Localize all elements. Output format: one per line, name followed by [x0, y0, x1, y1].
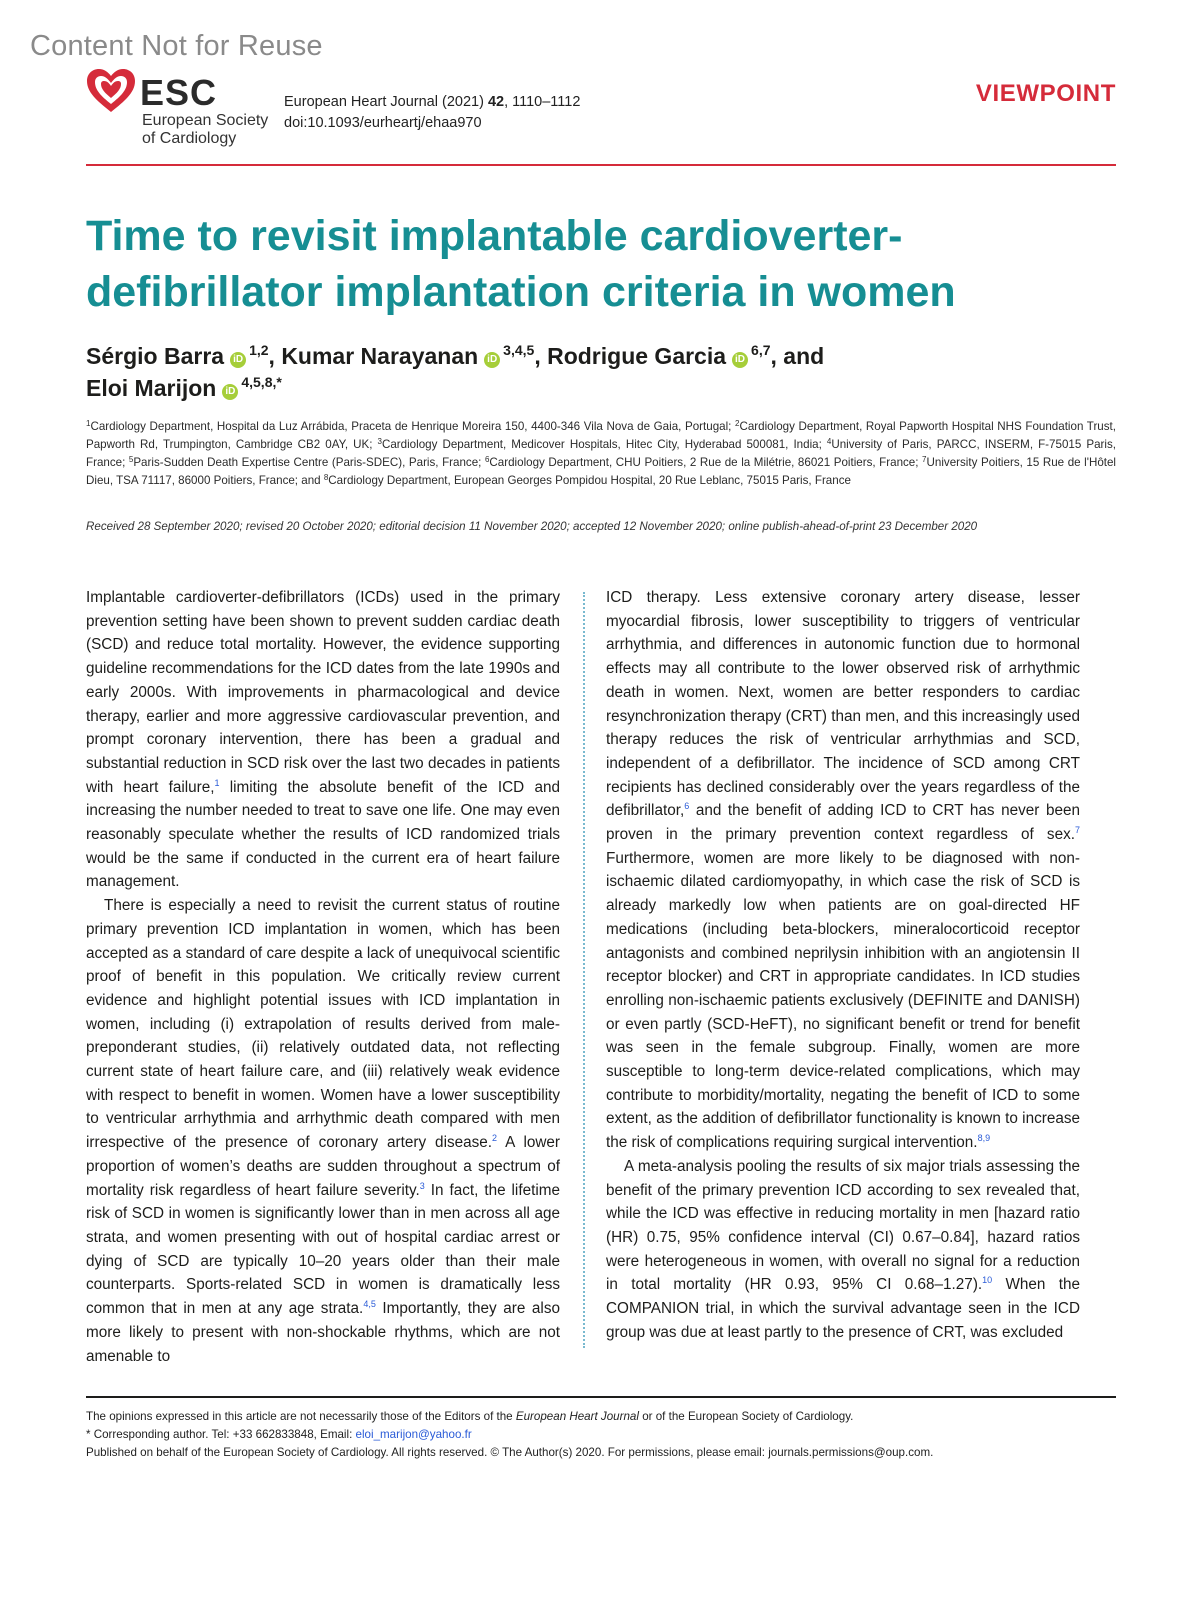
affiliation-number: 5	[128, 455, 134, 464]
header-divider	[86, 164, 1116, 166]
author-name: Sérgio Barra	[86, 343, 225, 369]
author-separator: ,	[534, 343, 548, 369]
reference-link[interactable]: 7	[1074, 825, 1080, 836]
footer-published: Published on behalf of the European Society of Cardiology. All rights reserved. © The Author(s) 2020. For permissions, please email: journals.permissions@oup.com.	[86, 1446, 934, 1459]
journal-volume: 42	[487, 94, 505, 110]
reference-link[interactable]: 3	[419, 1180, 425, 1191]
author-separator: ,	[268, 343, 282, 369]
affiliation-number: 7	[922, 455, 927, 464]
author-affiliation-ref: 1,2	[249, 342, 269, 358]
author-affiliation-ref: 4,5,8,*	[241, 374, 282, 390]
author-affiliation-ref: 6,7	[751, 342, 771, 358]
affiliations	[86, 418, 1116, 490]
reference-link[interactable]: 2	[492, 1133, 498, 1144]
reference-link[interactable]: 6	[684, 801, 690, 812]
corresponding-text: * Corresponding author. Tel: +33 662833848, Email:	[86, 1428, 356, 1441]
footer	[86, 1408, 1116, 1462]
paragraph-text: Implantable cardioverter-defibrillators (ICDs) used in the primary prevention setting have been shown to prevent sudden cardiac death (SCD) and reduce total mortality. However, the evidence supporting guideline recommendations for the ICD dates from the late 1990s and early 2000s. With improvements in pharmacological and device therapy, earlier and more aggressive cardiovascular prevention, and prompt coronary intervention, there has been a gradual and substantial reduction in SCD risk over the last two decades in patients with heart failure,	[86, 589, 560, 796]
paragraph-text: ICD therapy. Less extensive coronary artery disease, lesser myocardial fibrosis, lower susceptibility to triggers of ventricular arrhythmia, and differences in autonomic function due to hormonal effects may all contribute to the lower observed risk of arrhythmic death in women. Next, women are better responders to cardiac resynchronization therapy (CRT) than men, and this increasingly used therapy reduces the risk of ventricular arrhythmias and SCD, independent of a defibrillator. The incidence of SCD among CRT recipients has declined considerably over the years regardless of the defibrillator,	[606, 589, 1080, 820]
affiliation-number: 6	[484, 455, 490, 464]
author-separator: , and	[770, 343, 825, 369]
author-name: Eloi Marijon	[86, 375, 217, 401]
affiliation-text: Cardiology Department, Hospital da Luz Arrábida, Praceta de Henrique Moreira 150, 4400-346 Vila Nova de Gaia, Portugal;	[90, 420, 736, 433]
author-list	[86, 340, 1126, 404]
footer-disclaimer	[86, 1408, 1116, 1426]
reference-link[interactable]: 10	[982, 1275, 993, 1286]
affiliation-number: 8	[323, 473, 329, 482]
column-divider	[583, 592, 585, 1348]
paragraph-text: and the benefit of adding ICD to CRT has never been proven in the primary prevention context regardless of sex.	[606, 802, 1080, 844]
body-column-right	[606, 586, 1080, 1345]
journal-doi: doi:10.1093/eurheartj/ehaa970	[284, 115, 482, 131]
disclaimer-end: or of the European Society of Cardiology.	[638, 1410, 854, 1423]
paragraph-text: A lower proportion of women’s deaths are sudden throughout a spectrum of mortality risk regardless of heart failure severity.	[86, 1134, 560, 1199]
affiliation-number: 3	[377, 437, 382, 446]
reference-link[interactable]: 1	[214, 777, 220, 788]
body-column-left	[86, 586, 560, 1368]
watermark: Content Not for Reuse	[30, 30, 323, 62]
logo-name: European Society of Cardiology	[142, 112, 269, 147]
affiliation-text: University Poitiers, 15 Rue de l'Hôtel Dieu, TSA 71117, 86000 Poitiers, France; and	[86, 456, 1117, 487]
disclaimer-journal: European Heart Journal	[515, 1410, 639, 1423]
body-paragraph	[606, 1155, 1080, 1345]
affiliation-text: Cardiology Department, Royal Papworth Hospital NHS Foundation Trust, Papworth Rd, Trumpington, Cambridge CB2 0AY, UK;	[86, 420, 1116, 451]
affiliation-text: Paris-Sudden Death Expertise Centre (Paris-SDEC), Paris, France;	[133, 456, 485, 469]
journal-pages: , 1110–1112	[504, 94, 581, 110]
affiliation-text: Cardiology Department, Medicover Hospitals, Hitec City, Hyderabad 500081, India;	[381, 438, 827, 451]
author-name: Kumar Narayanan	[281, 343, 479, 369]
paragraph-text: Furthermore, women are more likely to be diagnosed with non-ischaemic dilated cardiomyopathy, in which case the risk of SCD is already markedly low when patients are on goal-directed HF medications (including beta-blockers, mineralocorticoid receptor antagonists and combined neprilysin inhibition with an angiotensin II receptor blocker) and CRT in appropriate candidates. In ICD studies enrolling non-ischaemic patients exclusively (DEFINITE and DANISH) or even partly (SCD-HeFT), no significant benefit or trend for benefit was seen in the female subgroup. Finally, women are more susceptible to long-term device-related complications, which may contribute to morbidity/mortality, negating the benefit of ICD to some extent, as the addition of defibrillator functionality is known to increase the risk of complications requiring surgical intervention.	[606, 849, 1080, 1152]
journal-reference	[284, 92, 580, 134]
paragraph-text: Importantly, they are also more likely to present with non-shockable rhythms, which are not amenable to	[86, 1300, 560, 1365]
paragraph-text: There is especially a need to revisit the current status of routine primary prevention ICD implantation in women, which has been accepted as a standard of care despite a lack of unequivocal scientific proof of benefit in this population. We critically review current evidence and highlight potential issues with ICD implantation in women, including (i) extrapolation of results derived from male-preponderant studies, (ii) relatively outdated data, not reflecting current state of heart failure care, and (iii) relatively weak evidence with respect to benefit in women. Women have a lower susceptibility to ventricular arrhythmia and arrhythmic death compared with men irrespective of the presence of coronary artery disease.	[86, 897, 560, 1152]
orcid-icon[interactable]: iD	[222, 384, 238, 400]
footer-corresponding	[86, 1426, 1116, 1444]
paragraph-text: limiting the absolute benefit of the ICD and increasing the number needed to treat to save one life. One may even reasonably speculate whether the results of ICD randomized trials would be the same if conducted in the current era of heart failure management.	[86, 778, 560, 891]
heart-icon	[86, 68, 136, 114]
paragraph-text: In fact, the lifetime risk of SCD in women is significantly lower than in men across all age strata, and women presenting with out of hospital cardiac arrest or dying of SCD are typically 10–20 years older than their male counterparts. Sports-related SCD in women is dramatically less common that in men at any age strata.	[86, 1181, 560, 1318]
paragraph-text: A meta-analysis pooling the results of six major trials assessing the benefit of the primary prevention ICD according to sex revealed that, while the ICD was effective in reducing mortality in men [hazard ratio (HR) 0.75, 95% confidence interval (CI) 0.67–0.84], hazard ratios were heterogeneous in women, with overall no signal for a reduction in total mortality (HR 0.93, 95% CI 0.68–1.27).	[606, 1157, 1080, 1294]
reference-link[interactable]: 8,9	[977, 1133, 991, 1144]
affiliation-text: Cardiology Department, CHU Poitiers, 2 Rue de la Milétrie, 86021 Poitiers, France;	[489, 456, 923, 469]
affiliation-number: 4	[826, 437, 832, 446]
body-paragraph	[86, 586, 560, 894]
orcid-icon[interactable]: iD	[484, 352, 500, 368]
body-paragraph	[86, 894, 560, 1368]
article-type: VIEWPOINT	[975, 80, 1116, 107]
affiliation-text: Cardiology Department, European Georges Pompidou Hospital, 20 Rue Leblanc, 75015 Paris, France	[328, 474, 851, 487]
paragraph-text: When the COMPANION trial, in which the survival advantage seen in the ICD group was due at least partly to the presence of CRT, was excluded	[606, 1276, 1080, 1341]
esc-logo	[86, 68, 286, 150]
affiliation-number: 1	[86, 419, 91, 428]
reference-link[interactable]: 4,5	[363, 1299, 376, 1310]
disclaimer-text: The opinions expressed in this article are not necessarily those of the Editors of the	[86, 1410, 516, 1423]
orcid-icon[interactable]: iD	[230, 352, 246, 368]
orcid-icon[interactable]: iD	[732, 352, 748, 368]
author-name: Rodrigue Garcia	[547, 343, 727, 369]
article-dates: Received 28 September 2020; revised 20 October 2020; editorial decision 11 November 2020; accepted 12 November 2020; online publish-ahead-of-print 23 December 2020	[86, 520, 978, 533]
article-title: Time to revisit implantable cardioverter-defibrillator implantation criteria in women	[86, 212, 956, 316]
body-paragraph	[606, 586, 1080, 1155]
affiliation-text: University of Paris, PARCC, INSERM, F-75015 Paris, France;	[86, 438, 1116, 469]
corresponding-email-link[interactable]: eloi_marijon@yahoo.fr	[355, 1428, 472, 1441]
affiliation-number: 2	[735, 419, 740, 428]
author-affiliation-ref: 3,4,5	[503, 342, 535, 358]
footer-divider	[86, 1396, 1116, 1398]
logo-acronym: ESC	[140, 72, 218, 113]
journal-citation: European Heart Journal (2021)	[284, 94, 488, 110]
